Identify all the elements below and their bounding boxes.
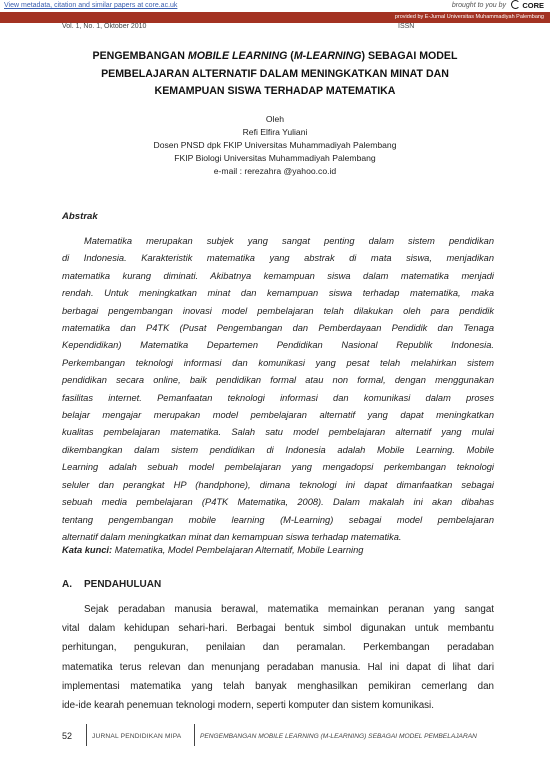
footer-divider — [194, 724, 195, 746]
page-footer — [0, 724, 550, 746]
title-line-2: PEMBELAJARAN ALTERNATIF DALAM MENINGKATKAN MINAT DAN — [101, 67, 449, 80]
abstract-line: matematika dan P4TK (Pusat Pengembangan dan Pemberdayaan Pendidik dan Tenaga — [62, 323, 494, 334]
abstract-line: dikembangkan dalam sistem pendidikan di Indonesia adalah Mobile Learning. Mobile — [62, 444, 494, 455]
core-logo-icon — [511, 0, 520, 9]
abstract-text — [62, 233, 494, 546]
running-title: PENGEMBANGAN MOBILE LEARNING (M-LEARNING) SEBAGAI MODEL PEMBELAJARAN — [200, 733, 477, 740]
abstract-line: Perkembangan teknologi informasi dan komunikasi yang pesat telah melahirkan sistem — [62, 357, 494, 368]
issn-label: ISSN — [398, 23, 415, 30]
section-body — [62, 600, 494, 715]
author-affiliation-2: FKIP Biologi Universitas Muhammadiyah Palembang — [174, 153, 376, 163]
body-line: vital dalam kehidupan sehari-hari. Berbagai bentuk simbol digunakan untuk membantu — [62, 623, 494, 635]
section-title: PENDAHULUAN — [84, 579, 162, 590]
keywords-label: Kata kunci: — [62, 545, 113, 555]
abstract-line: di Indonesia. Karakteristik matematika yang abstrak di mata siswa, menjadikan — [62, 253, 494, 264]
title-line-1: PENGEMBANGAN MOBILE LEARNING (M-LEARNING) SEBAGAI MODEL — [92, 50, 458, 62]
abstract-line: sebuah media pembelajaran (P4TK Matematika, 2008). Dalam makalah ini akan dibahas — [62, 497, 494, 508]
abstract-line: rendah. Untuk meningkatkan minat dan kemampuan siswa terhadap matematika, maka — [62, 288, 494, 299]
core-brought-by: brought to you by — [451, 2, 506, 9]
paper-title — [60, 48, 490, 101]
body-line: matematika terus relevan dan menunjang peradaban manusia. Hal ini dapat di lihat dari — [62, 661, 494, 673]
abstract-line: Kependidikan) Matematika Departemen Pendidikan Nasional Republik Indonesia. — [62, 340, 494, 351]
abstract-line: alternatif dalam meningkatkan minat dan kemampuan siswa terhadap matematika. — [62, 531, 402, 542]
section-number: A. — [62, 579, 72, 590]
core-logo-text: CORE — [522, 1, 544, 10]
author-email: e-mail : rerezahra @yahoo.co.id — [213, 166, 337, 176]
abstract-line: seluler dan perangkat HP (handphone), dimana teknologi ini dapat dimanfaatkan sebagai — [62, 479, 494, 490]
keywords-text: Matematika, Model Pembelajaran Alternatif, Mobile Learning — [112, 545, 364, 555]
abstract-heading: Abstrak — [62, 211, 98, 222]
abstract-line: pendidikan secara online, baik pendidikan formal atau non formal, dengan menggunakan — [62, 375, 494, 386]
body-line: perhitungan, pengukuran, penilaian dan peramalan. Perkembangan peradaban — [62, 642, 494, 654]
title-line-3: KEMAMPUAN SISWA TERHADAP MATEMATIKA — [154, 85, 396, 97]
abstract-line: berbagai pengembangan inovasi model pembelajaran telah dilakukan oleh para pendidik — [62, 305, 494, 316]
journal-name: JURNAL PENDIDIKAN MIPA — [92, 733, 182, 740]
author-block — [60, 113, 490, 178]
abstract-line: fasilitas internet. Pemanfaatan teknologi informasi dan komunikasi dalam proses — [62, 392, 494, 403]
section-heading — [62, 579, 161, 590]
author-affiliation-1: Dosen PNSD dpk FKIP Universitas Muhammadiyah Palembang — [153, 140, 397, 150]
abstract-line: kualitas pembelajaran matematika. Salah satu model pembelajaran alternatif yang mulai — [62, 427, 494, 438]
author-name: Refi Elfira Yuliani — [242, 127, 308, 137]
body-line: Sejak peradaban manusia berawal, matematika memainkan peranan yang sangat — [84, 604, 494, 615]
core-banner — [0, 0, 550, 11]
core-logo[interactable] — [511, 0, 544, 11]
body-line: implementasi matematika yang telah banyak menghasilkan pemikiran cemerlang dan — [62, 680, 494, 692]
body-line: ide-ide kearah penemuan teknologi modern, seperti komputer dan sistem komunikasi. — [62, 700, 434, 712]
abstract-line: belajar mengajar merupakan model pembelajaran alternatif yang dapat meningkatkan — [62, 410, 494, 421]
abstract-line: Learning adalah sebuah model pembelajaran yang mengadopsi perkembangan teknologi — [62, 462, 494, 473]
page-number: 52 — [62, 731, 73, 741]
core-metadata-link[interactable]: View metadata, citation and similar papers at core.ac.uk — [4, 2, 178, 9]
author-by: Oleh — [265, 114, 285, 124]
footer-divider — [86, 724, 87, 746]
keywords — [62, 545, 363, 555]
abstract-line: Matematika merupakan subjek yang sangat penting dalam sistem pendidikan — [84, 236, 494, 246]
provider-text[interactable]: provided by E-Jurnal Universitas Muhammadiyah Palembang — [394, 14, 544, 20]
abstract-line: matematika kurang diminati. Akibatnya kemampuan siswa dalam matematika menjadi — [62, 270, 494, 281]
abstract-line: tentang pengembangan mobile learning (M-Learning) sebagai model pembelajaran — [62, 514, 494, 525]
provider-banner — [0, 12, 550, 23]
volume-info: Vol. 1, No. 1, Oktober 2010 — [62, 23, 147, 30]
